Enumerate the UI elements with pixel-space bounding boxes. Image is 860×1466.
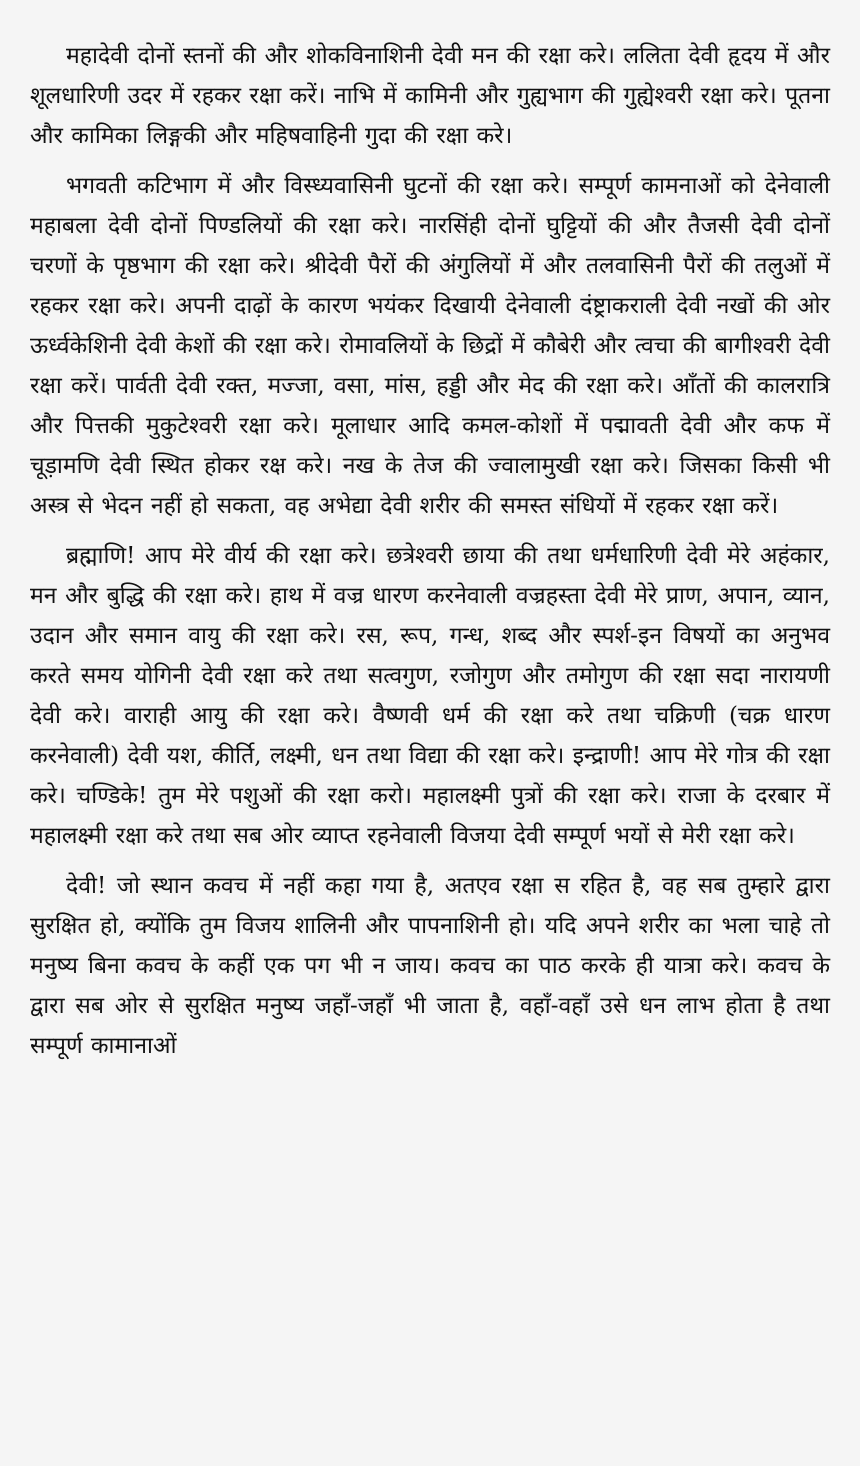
paragraph-2: भगवती कटिभाग में और विस्ध्यवासिनी घुटनों की रक्षा करे। सम्पूर्ण कामनाओं को देनेवाली महाबला देवी दोनों पिण्डलियों की रक्षा करे। नारसिंही दोनों घुट्टियों की और तैजसी देवी दोनों चरणों के पृष्ठभाग की रक्षा करे। श्रीदेवी पैरों की अंगुलियों में और तलवासिनी पैरों की तलुओं में रहकर रक्षा करे। अपनी दाढ़ों के कारण भयंकर दिखायी देनेवाली दंष्ट्राकराली देवी नखों की ओर ऊर्ध्वकेशिनी देवी केशों की रक्षा करे। रोमावलियों के छिद्रों में कौबेरी और त्वचा की बागीश्वरी देवी रक्षा करें। पार्वती देवी रक्त, मज्जा, वसा, मांस, हड्डी और मेद की रक्षा करे। आँतों की कालरात्रि और पित्तकी मुकुटेश्वरी रक्षा करे। मूलाधार आदि कमल-कोशों में पद्मावती देवी और कफ में चूड़ामणि देवी स्थित होकर रक्ष करे। नख के तेज की ज्वालामुखी रक्षा करे। जिसका किसी भी अस्त्र से भेदन नहीं हो सकता, वह अभेद्या देवी शरीर की समस्त संधियों में रहकर रक्षा करें। <box>30 173 830 519</box>
paragraph-3: ब्रह्माणि! आप मेरे वीर्य की रक्षा करे। छत्रेश्वरी छाया की तथा धर्मधारिणी देवी मेरे अहंकार, मन और बुद्धि की रक्षा करे। हाथ में वज्र धारण करनेवाली वज्रहस्ता देवी मेरे प्राण, अपान, व्यान, उदान और समान वायु की रक्षा करे। रस, रूप, गन्ध, शब्द और स्पर्श-इन विषयों का अनुभव करते समय योगिनी देवी रक्षा करे तथा सत्वगुण, रजोगुण और तमोगुण की रक्षा सदा नारायणी देवी करे। वाराही आयु की रक्षा करे। वैष्णवी धर्म की रक्षा करे तथा चक्रिणी (चक्र धारण करनेवाली) देवी यश, कीर्ति, लक्ष्मी, धन तथा विद्या की रक्षा करे। इन्द्राणी! आप मेरे गोत्र की रक्षा करे। चण्डिके! तुम मेरे पशुओं की रक्षा करो। महालक्ष्मी पुत्रों की रक्षा करे। राजा के दरबार में महालक्ष्मी रक्षा करे तथा सब ओर व्याप्त रहनेवाली विजया देवी सम्पूर्ण भयों से मेरी रक्षा करे। <box>30 543 830 849</box>
paragraph-1: महादेवी दोनों स्तनों की और शोकविनाशिनी देवी मन की रक्षा करे। ललिता देवी हृदय में और शूलधारिणी उदर में रहकर रक्षा करें। नाभि में कामिनी और गुह्यभाग की गुह्येश्वरी रक्षा करे। पूतना और कामिका लिङ्गकी और महिषवाहिनी गुदा की रक्षा करे। <box>30 43 830 149</box>
paragraph-4: देवी! जो स्थान कवच में नहीं कहा गया है, अतएव रक्षा स रहित है, वह सब तुम्हारे द्वारा सुरक्षित हो, क्योंकि तुम विजय शालिनी और पापनाशिनी हो। यदि अपने शरीर का भला चाहे तो मनुष्य बिना कवच के कहीं एक पग भी न जाय। कवच का पाठ करके ही यात्रा करे। कवच के द्वारा सब ओर से सुरक्षित मनुष्य जहाँ-जहाँ भी जाता है, वहाँ-वहाँ उसे धन लाभ होता है तथा सम्पूर्ण कामानाओं <box>30 873 830 1059</box>
bottom-margin <box>0 1376 860 1466</box>
